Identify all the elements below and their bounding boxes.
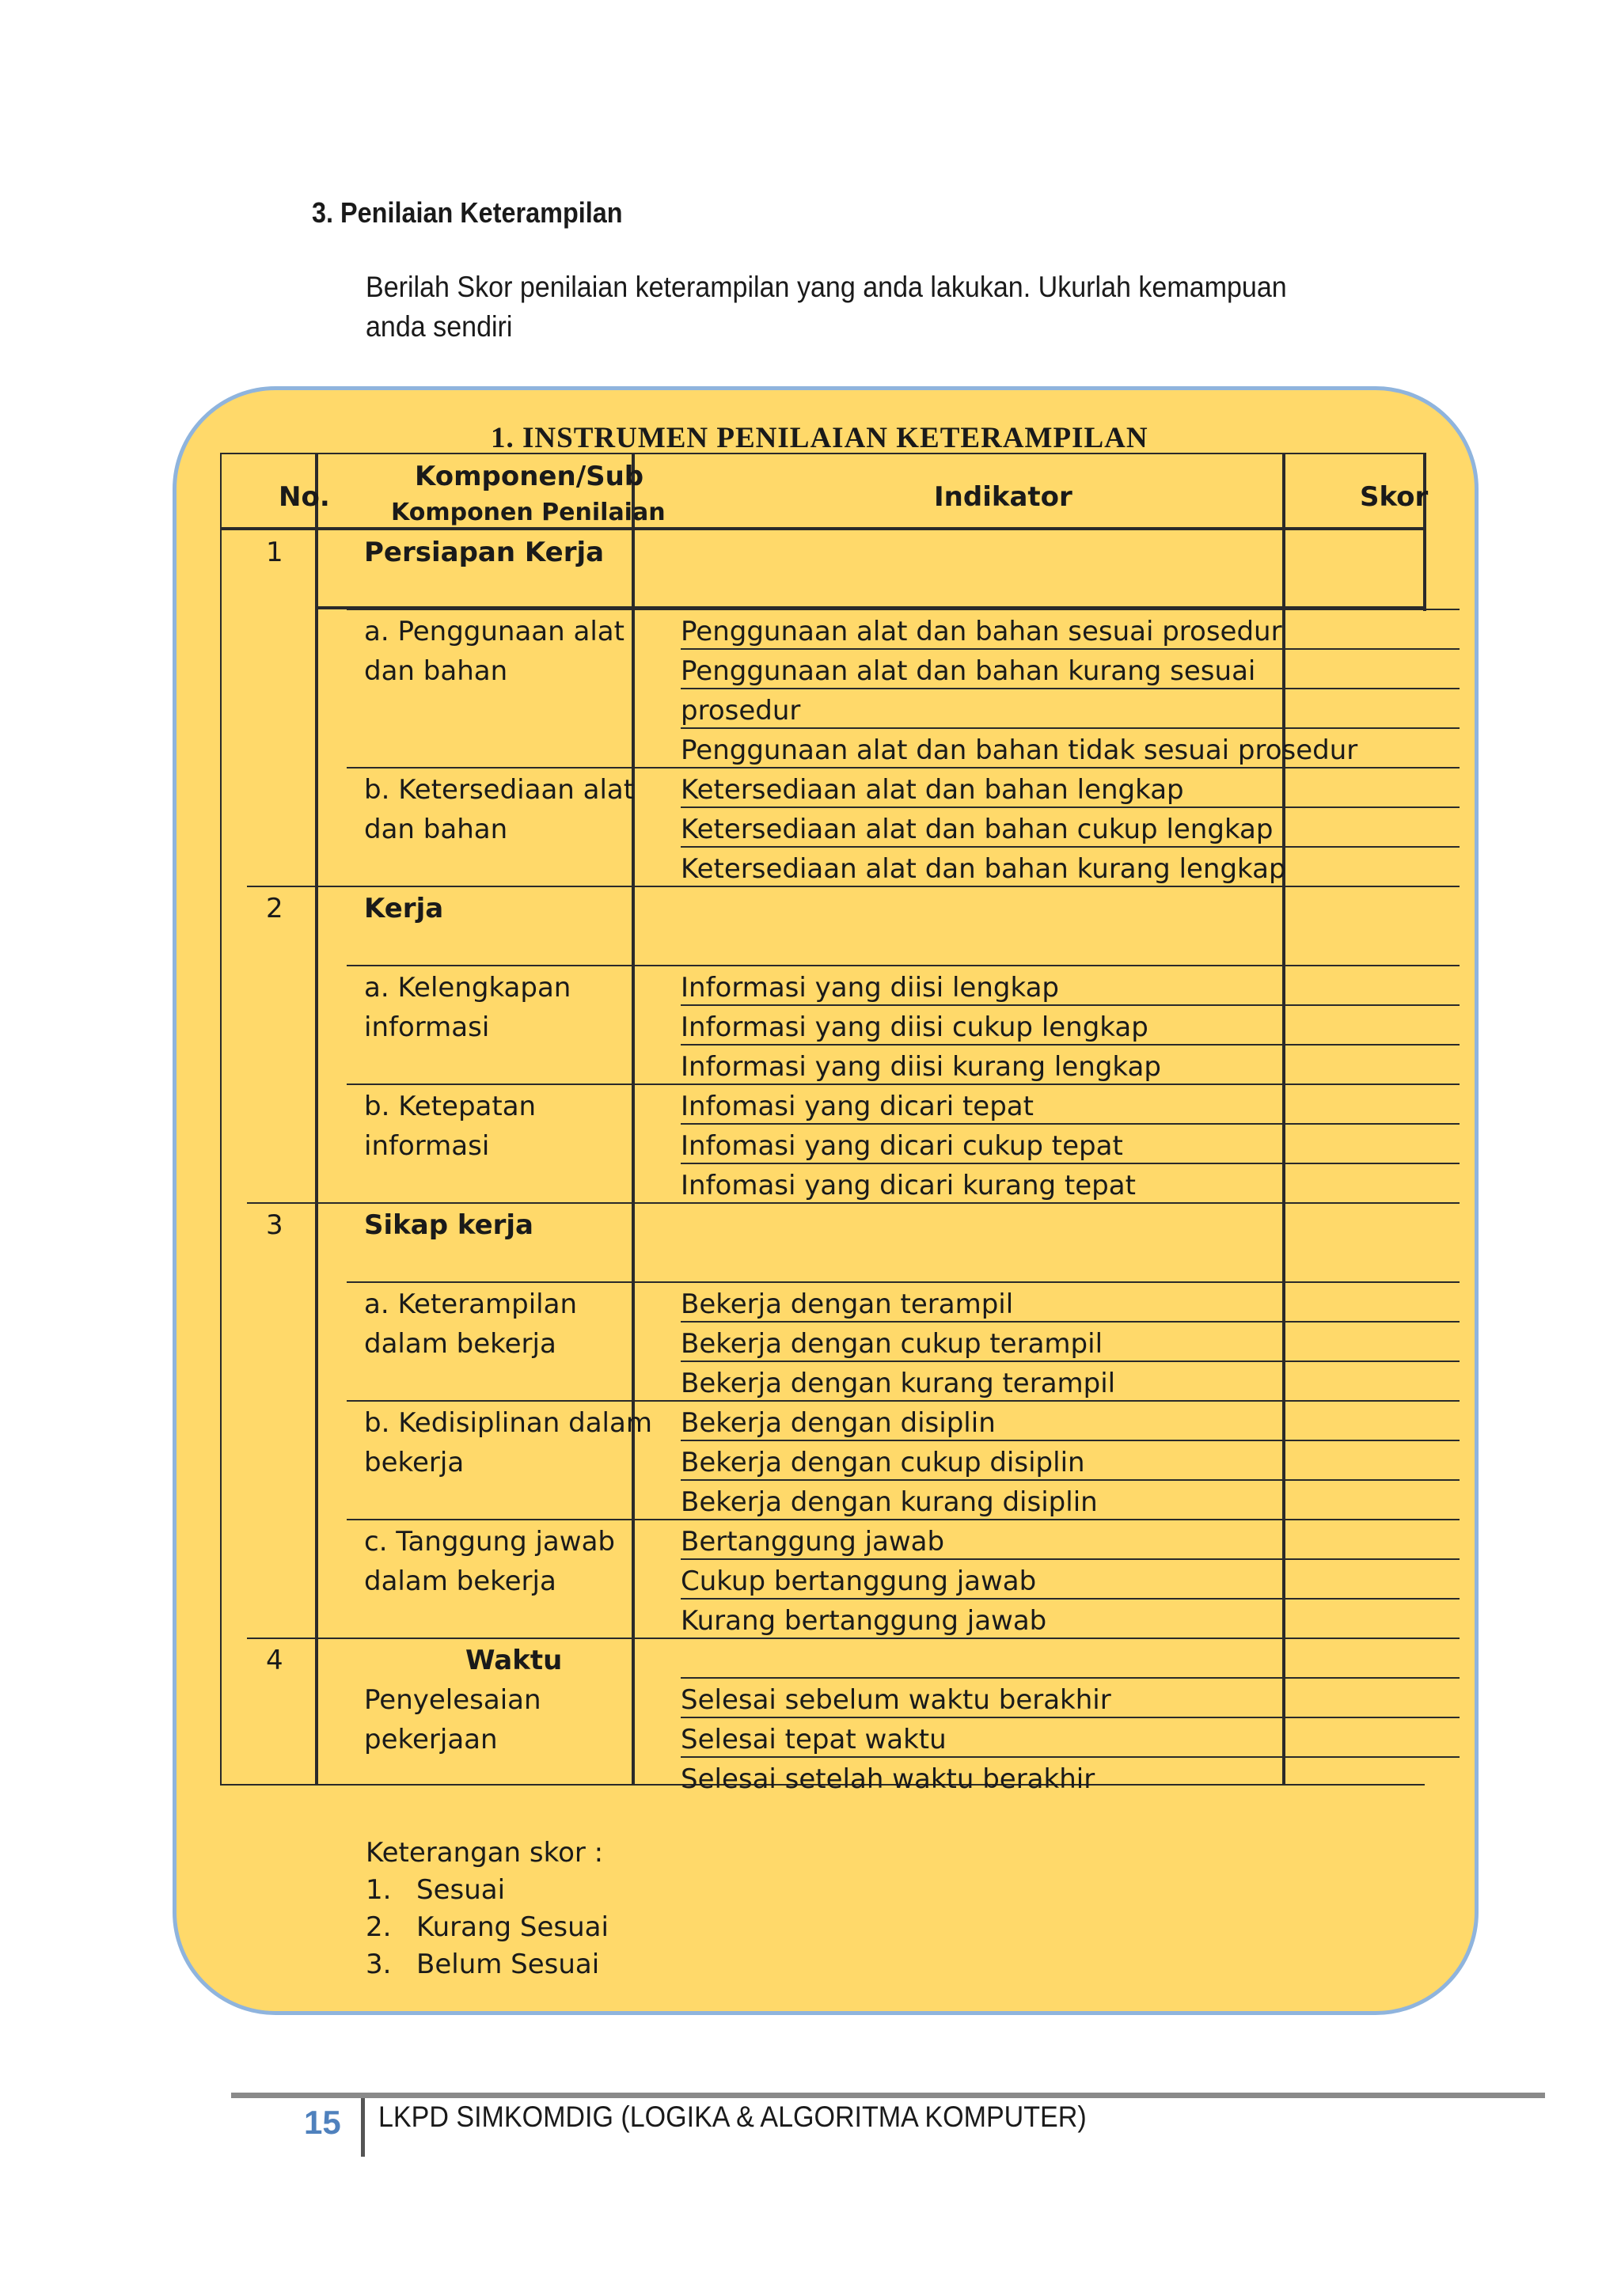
komponen-label: c. Tanggung jawab xyxy=(364,1526,615,1558)
footer-separator xyxy=(361,2098,365,2157)
header-no: No. xyxy=(279,481,330,513)
row-number: 4 xyxy=(266,1645,283,1676)
indikator-text: Bekerja dengan disiplin xyxy=(681,1407,996,1439)
indikator-text: Infomasi yang dicari tepat xyxy=(681,1091,1034,1122)
legend-label: Sesuai xyxy=(416,1874,506,1906)
footer-title: LKPD SIMKOMDIG (LOGIKA & ALGORITMA KOMPUTER) xyxy=(378,2101,1087,2133)
header-komponen-sub: Komponen Penilaian xyxy=(391,499,666,526)
indikator-text: Ketersediaan alat dan bahan cukup lengkap xyxy=(681,814,1274,845)
row-number: 3 xyxy=(266,1209,283,1241)
indikator-text: Bekerja dengan terampil xyxy=(681,1288,1014,1320)
indikator-text: Bekerja dengan cukup disiplin xyxy=(681,1447,1085,1478)
komponen-label: b. Ketersediaan alat xyxy=(364,774,635,806)
indikator-text: Bekerja dengan kurang disiplin xyxy=(681,1486,1098,1518)
assessment-table xyxy=(220,453,1460,1795)
komponen-label: b. Kedisiplinan dalam xyxy=(364,1407,652,1439)
footer-rule xyxy=(231,2093,1545,2098)
komponen-label: dalam bekerja xyxy=(364,1565,556,1597)
komponen-label: Kerja xyxy=(364,893,444,924)
indikator-text: Bekerja dengan kurang terampil xyxy=(681,1368,1116,1399)
indikator-text: Selesai setelah waktu berakhir xyxy=(681,1763,1095,1795)
row-number: 1 xyxy=(266,537,283,568)
indikator-text: Infomasi yang dicari cukup tepat xyxy=(681,1130,1123,1162)
komponen-label: a. Penggunaan alat xyxy=(364,616,624,647)
komponen-label: bekerja xyxy=(364,1447,465,1478)
indikator-text: Ketersediaan alat dan bahan kurang lengkap xyxy=(681,853,1286,885)
legend-item xyxy=(366,1946,609,1983)
header-skor: Skor xyxy=(1360,481,1429,513)
indikator-text: Informasi yang diisi cukup lengkap xyxy=(681,1011,1148,1043)
komponen-label: a. Keterampilan xyxy=(364,1288,578,1320)
komponen-label: Penyelesaian xyxy=(364,1684,541,1716)
legend-title: Keterangan skor : xyxy=(366,1837,604,1869)
komponen-label: Persiapan Kerja xyxy=(364,537,605,568)
page-number: 15 xyxy=(304,2104,341,2141)
instruction-text: Berilah Skor penilaian keterampilan yang anda lakukan. Ukurlah kemampuan anda sendiri xyxy=(366,271,1287,343)
indikator-text: Bertanggung jawab xyxy=(681,1526,945,1558)
komponen-label: pekerjaan xyxy=(364,1724,498,1755)
indikator-text: Penggunaan alat dan bahan tidak sesuai prosedur xyxy=(681,734,1358,766)
komponen-label: dan bahan xyxy=(364,814,508,845)
indikator-text: prosedur xyxy=(681,695,801,727)
indikator-text: Informasi yang diisi kurang lengkap xyxy=(681,1051,1161,1083)
score-legend xyxy=(366,1835,609,1983)
indikator-text: Penggunaan alat dan bahan sesuai prosedur xyxy=(681,616,1282,647)
legend-item xyxy=(366,1909,609,1946)
komponen-label: informasi xyxy=(364,1130,490,1162)
komponen-label: Sikap kerja xyxy=(364,1209,533,1241)
komponen-label: informasi xyxy=(364,1011,490,1043)
legend-label: Kurang Sesuai xyxy=(416,1911,609,1943)
legend-number: 1. xyxy=(366,1874,392,1906)
komponen-label: b. Ketepatan xyxy=(364,1091,537,1122)
indikator-text: Infomasi yang dicari kurang tepat xyxy=(681,1170,1136,1201)
legend-label: Belum Sesuai xyxy=(416,1949,600,1980)
indikator-text: Selesai tepat waktu xyxy=(681,1724,947,1755)
legend-number: 2. xyxy=(366,1911,392,1943)
indikator-text: Selesai sebelum waktu berakhir xyxy=(681,1684,1111,1716)
komponen-label: dalam bekerja xyxy=(364,1328,556,1360)
legend-item xyxy=(366,1872,609,1909)
indikator-text: Ketersediaan alat dan bahan lengkap xyxy=(681,774,1184,806)
header-indikator: Indikator xyxy=(934,481,1072,513)
indikator-text: Bekerja dengan cukup terampil xyxy=(681,1328,1103,1360)
indikator-text: Penggunaan alat dan bahan kurang sesuai xyxy=(681,655,1256,687)
header-komponen: Komponen/Sub xyxy=(415,461,644,492)
instrument-title: 1. INSTRUMEN PENILAIAN KETERAMPILAN xyxy=(491,422,1148,454)
row-number: 2 xyxy=(266,893,283,924)
indikator-text: Informasi yang diisi lengkap xyxy=(681,972,1059,1004)
indikator-text: Cukup bertanggung jawab xyxy=(681,1565,1037,1597)
legend-number: 3. xyxy=(366,1949,392,1980)
indikator-text: Kurang bertanggung jawab xyxy=(681,1605,1047,1637)
komponen-label: a. Kelengkapan xyxy=(364,972,571,1004)
section-title: 3. Penilaian Keterampilan xyxy=(312,196,623,229)
komponen-label: Waktu xyxy=(465,1645,563,1676)
komponen-label: dan bahan xyxy=(364,655,508,687)
